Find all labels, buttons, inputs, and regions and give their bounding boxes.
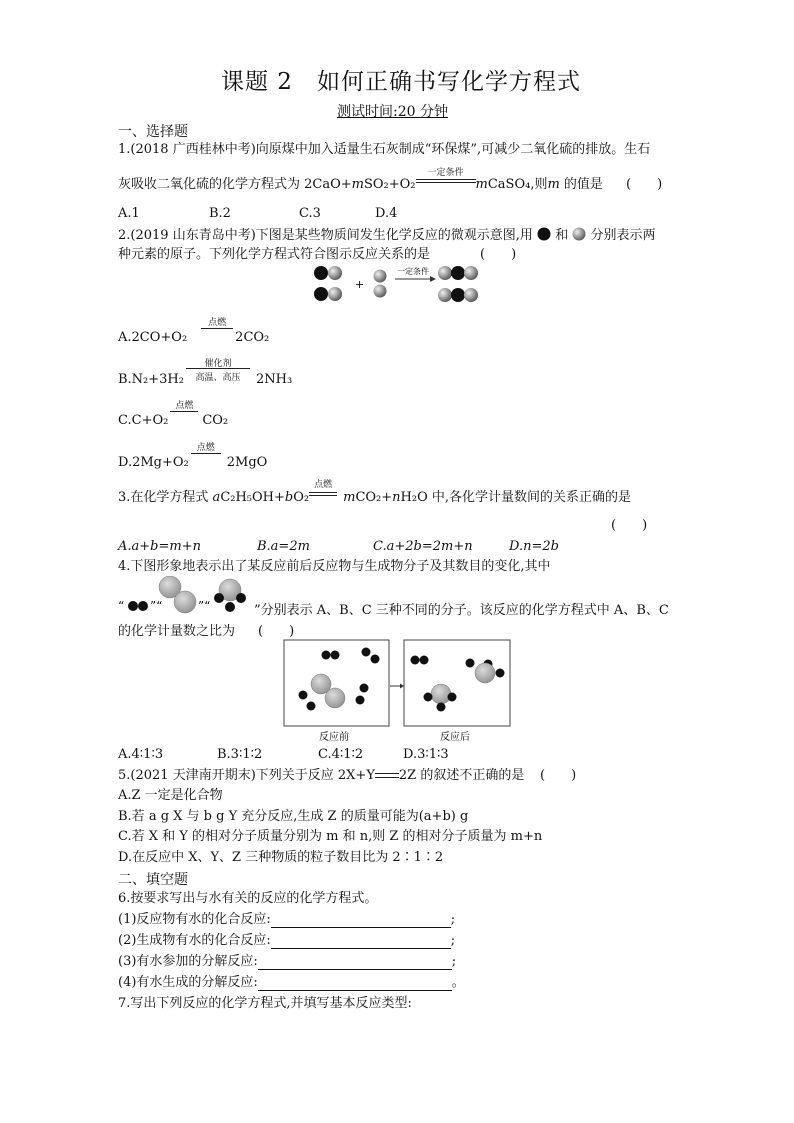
q4-caption-after: 反应后 [440,732,470,743]
q1-line1: 1.(2018 广西桂林中考)向原煤中加入适量生石灰制成“环保煤”,可减少二氧化硫的排放。生石 [118,142,651,157]
q4-caption-before: 反应前 [319,732,349,743]
q6-item-4: (4)有水生成的分解反应: 。 [118,975,465,990]
q4-legend-molecules [118,576,254,614]
q2-option-d: D.2Mg+O₂ 点燃 2MgO [118,442,268,470]
q1-condition-sign: 一定条件 [416,178,476,192]
q2-option-a: A.2CO+O₂ 点燃 2CO₂ [118,317,270,345]
q6-blank-4[interactable] [258,975,452,991]
q2-plus-sign: + [355,278,365,291]
q6-blank-2[interactable] [271,933,451,949]
q5-stem: 5.(2021 天津南开期末)下列关于反应 2X+Y 2Z 的叙述不正确的是 [118,768,525,783]
q2-line1: 2.(2019 山东青岛中考)下图是某些物质间发生化学反应的微观示意图,用 和 分别表示两 [118,228,656,243]
q4-reaction-diagram [283,639,513,745]
q2-line2: 种元素的原子。下列化学方程式符合图示反应关系的是 [118,247,431,262]
section-heading-choice: 一、选择题 [118,124,188,140]
q4-paren: ( ) [258,624,295,639]
q2-option-b: B.N₂+3H₂ 催化剂 高温、高压 2NH₃ [118,358,293,387]
q1-option-a: A.1 [118,206,140,221]
black-atom-icon [537,227,551,241]
q5-option-a: A.Z 一定是化合物 [118,788,223,803]
q2-option-c: C.C+O₂ 点燃 CO₂ [118,400,229,428]
svg-text:”“: ”“ [198,599,211,613]
q1-option-c: C.3 [299,206,321,221]
q6-item-2: (2)生成物有水的化合反应: ; [118,933,456,948]
q4-line3: 的化学计量数之比为 [118,624,236,639]
q3-paren: ( ) [611,518,648,533]
q5-paren: ( ) [540,768,577,783]
q7-stem: 7.写出下列反应的化学方程式,并填写基本反应类型: [118,996,412,1011]
svg-text:“: “ [118,599,125,613]
q2-paren: ( ) [480,247,517,262]
q1-option-d: D.4 [375,206,398,221]
section-heading-fill: 二、填空题 [118,872,188,888]
q4-line2: ”分别表示 A、B、C 三种不同的分子。该反应的化学方程式中 A、B、C [254,603,669,618]
test-time: 测试时间:20 分钟 [337,104,448,120]
q5-option-d: D.在反应中 X、Y、Z 三种物质的粒子数目比为 2∶1∶2 [118,850,444,865]
q2-reaction-diagram [308,262,488,310]
q4-option-c: C.4∶1∶2 [318,747,364,762]
q6-blank-1[interactable] [271,912,451,928]
q6-stem: 6.按要求写出与水有关的反应的化学方程式。 [118,891,378,906]
q3-option-c: C.a+2b=2m+n [373,539,473,554]
q3-option-b: B.a=2m [257,539,310,554]
grey-atom-icon [572,227,586,241]
q5-option-b: B.若 a g X 与 b g Y 充分反应,生成 Z 的质量可能为(a+b) g [118,809,469,824]
q3-option-d: D.n=2b [509,539,559,554]
q1-line2: 灰吸收二氧化硫的化学方程式为 2CaO+mSO₂+O₂ 一定条件 mCaSO₄,则m 的值是 [118,167,603,192]
q4-line1: 4.下图形象地表示出了某反应前后反应物与生成物分子及其数目的变化,其中 [118,559,551,574]
q4-option-d: D.3∶1∶3 [403,747,449,762]
q2-arrow-condition: 一定条件 [397,267,429,276]
q6-item-3: (3)有水参加的分解反应: ; [118,954,457,969]
q3-option-a: A.a+b=m+n [118,539,201,554]
q1-option-b: B.2 [209,206,231,221]
q3-stem: 3.在化学方程式 aC₂H₅OH+bO₂ 点燃 mCO₂+nH₂O 中,各化学计量数间的关系正确的是 [118,479,632,505]
q6-item-1: (1)反应物有水的化合反应: ; [118,912,456,927]
svg-text:”“: ”“ [150,599,163,613]
q1-paren: ( ) [626,177,663,192]
q5-option-c: C.若 X 和 Y 的相对分子质量分别为 m 和 n,则 Z 的相对分子质量为 m+n [118,829,543,844]
page-title: 课题 2 如何正确书写化学方程式 [221,69,581,95]
q6-blank-3[interactable] [258,954,452,970]
q4-option-b: B.3∶1∶2 [217,747,263,762]
q4-option-a: A.4∶1∶3 [118,747,164,762]
